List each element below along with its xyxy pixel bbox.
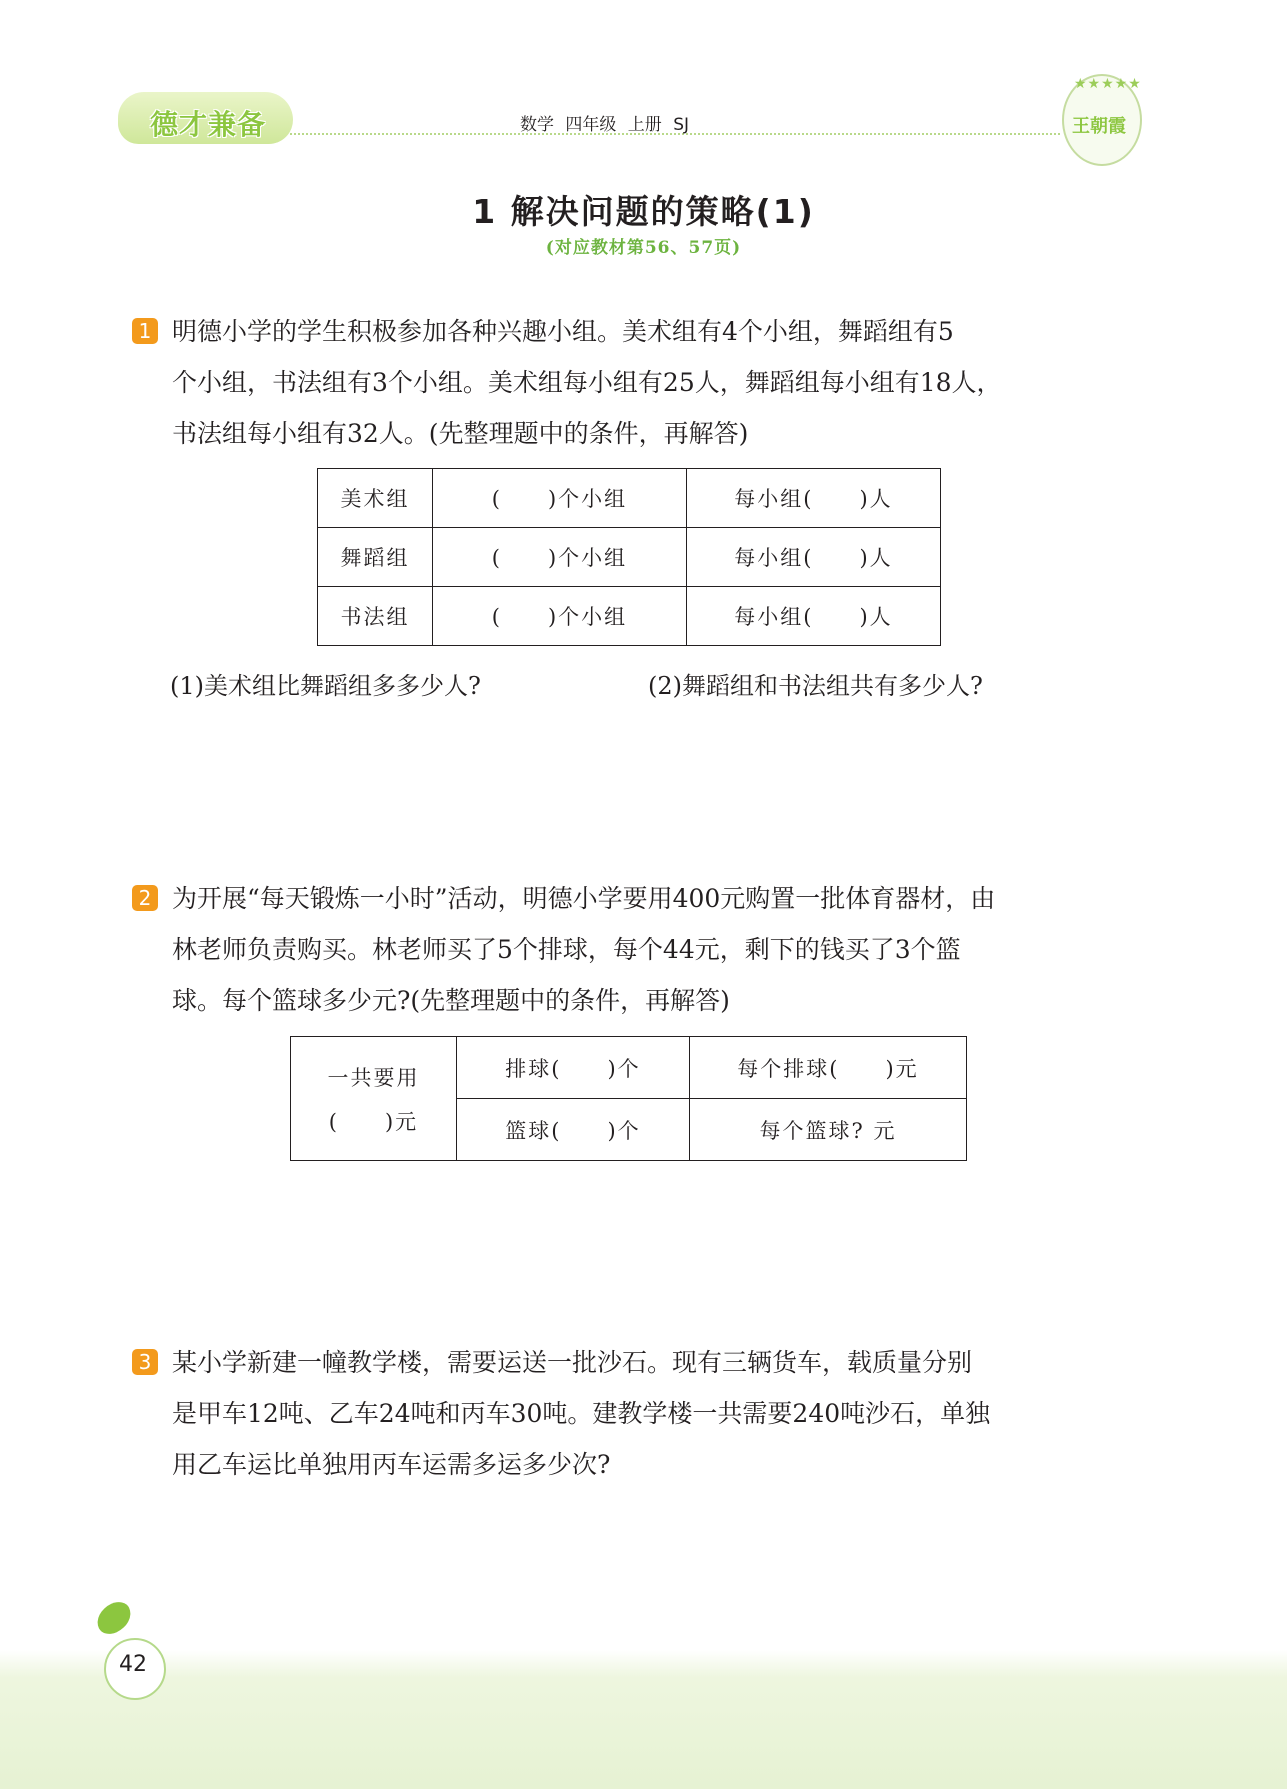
- question-line: 某小学新建一幢教学楼，需要运送一批沙石。现有三辆货车，载质量分别: [172, 1348, 973, 1377]
- question-1-table: [317, 468, 941, 646]
- footer-band: [0, 1650, 1287, 1789]
- question-line: 为开展“每天锻炼一小时”活动，明德小学要用400元购置一批体育器材，由: [172, 884, 996, 913]
- question-line: 明德小学的学生积极参加各种兴趣小组。美术组有4个小组，舞蹈组有5: [172, 317, 954, 346]
- table-cell-total: [291, 1037, 457, 1161]
- question-line: 是甲车12吨、乙车24吨和丙车30吨。建教学楼一共需要240吨沙石，单独: [172, 1399, 991, 1428]
- question-number-badge: 2: [132, 885, 158, 911]
- table-cell: 篮球( )个: [457, 1099, 690, 1161]
- table-row: [318, 587, 941, 646]
- page-subtitle: (对应教材第56、57页): [545, 238, 742, 258]
- table-row: [318, 528, 941, 587]
- question-2-text: [172, 873, 1132, 1026]
- table-row: [318, 469, 941, 528]
- total-label: 一共要用: [327, 1065, 420, 1090]
- sub-question-2: (2)舞蹈组和书法组共有多少人?: [648, 672, 983, 700]
- table-cell: 每个排球( )元: [690, 1037, 967, 1099]
- table-row: [291, 1037, 967, 1099]
- question-3-text: [172, 1337, 1132, 1490]
- table-cell: 每小组( )人: [687, 528, 941, 587]
- question-line: 林老师负责购买。林老师买了5个排球，每个44元，剩下的钱买了3个篮: [172, 935, 961, 964]
- table-cell: 每小组( )人: [687, 469, 941, 528]
- question-2-table: [290, 1036, 967, 1161]
- question-line: 球。每个篮球多少元?(先整理题中的条件，再解答): [172, 986, 730, 1015]
- table-cell: 每个篮球? 元: [690, 1099, 967, 1161]
- dolphin-icon: [92, 1598, 136, 1639]
- question-number-badge: 3: [132, 1349, 158, 1375]
- table-cell: ( )个小组: [433, 469, 687, 528]
- question-number-badge: 1: [132, 318, 158, 344]
- table-cell: 排球( )个: [457, 1037, 690, 1099]
- seal-author-name: 王朝霞: [1072, 116, 1126, 137]
- question-1-text: [172, 306, 1132, 459]
- table-cell: 美术组: [318, 469, 433, 528]
- table-cell: 书法组: [318, 587, 433, 646]
- question-line: 个小组，书法组有3个小组。美术组每小组有25人，舞蹈组每小组有18人，: [172, 368, 1002, 397]
- question-line: 用乙车运比单独用丙车运需多运多少次?: [172, 1450, 611, 1479]
- header-book-info: 数学 四年级 上册 SJ: [520, 115, 690, 135]
- sub-question-1: (1)美术组比舞蹈组多多少人?: [170, 672, 481, 700]
- page-number: 42: [119, 1652, 147, 1677]
- question-line: 书法组每小组有32人。(先整理题中的条件，再解答): [172, 419, 749, 448]
- page-title: 1 解决问题的策略(1): [472, 192, 815, 231]
- seal-stars-icon: ★★★★★: [1074, 76, 1142, 92]
- brand-logo: 德才兼备: [150, 108, 267, 141]
- total-value: ( )元: [328, 1109, 419, 1134]
- table-cell: ( )个小组: [433, 528, 687, 587]
- table-cell: 舞蹈组: [318, 528, 433, 587]
- table-cell: 每小组( )人: [687, 587, 941, 646]
- table-cell: ( )个小组: [433, 587, 687, 646]
